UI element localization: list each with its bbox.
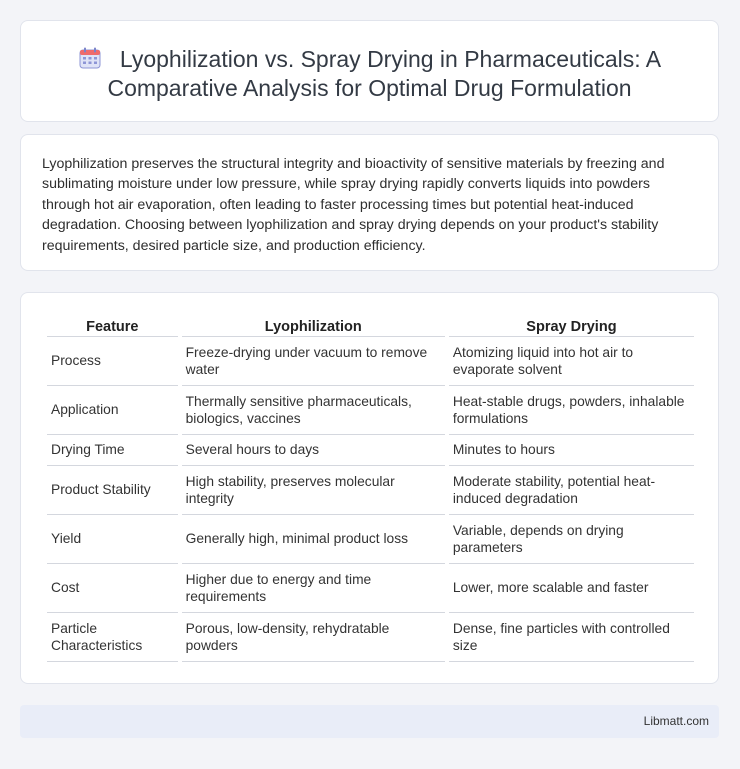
footer-bar [20,705,719,738]
cell-lyophilization: High stability, preserves molecular integrity [182,466,445,515]
header-lyophilization: Lyophilization [182,315,445,337]
cell-spray-drying: Heat-stable drugs, powders, inhalable formulations [449,386,694,435]
cell-spray-drying: Moderate stability, potential heat-induced degradation [449,466,694,515]
cell-feature: Cost [47,564,178,613]
table-row [47,515,694,564]
table-row [47,564,694,613]
cell-spray-drying: Minutes to hours [449,435,694,466]
table-row [47,386,694,435]
table-row [47,613,694,662]
cell-feature: Yield [47,515,178,564]
cell-spray-drying: Dense, fine particles with controlled size [449,613,694,662]
cell-lyophilization: Higher due to energy and time requirements [182,564,445,613]
cell-lyophilization: Several hours to days [182,435,445,466]
header-spray-drying: Spray Drying [449,315,694,337]
cell-lyophilization: Porous, low-density, rehydratable powders [182,613,445,662]
cell-feature: Drying Time [47,435,178,466]
cell-lyophilization: Generally high, minimal product loss [182,515,445,564]
cell-feature: Application [47,386,178,435]
cell-spray-drying: Atomizing liquid into hot air to evaporate solvent [449,337,694,386]
page-title-text: Lyophilization vs. Spray Drying in Pharmaceuticals: A Comparative Analysis for Optimal Drug Formulation [107,46,662,101]
cell-lyophilization: Freeze-drying under vacuum to remove water [182,337,445,386]
table-header-row [47,315,694,337]
cell-spray-drying: Lower, more scalable and faster [449,564,694,613]
table-row [47,466,694,515]
table-row [47,435,694,466]
summary-card [20,134,719,271]
comparison-table-card [20,292,719,684]
page-title [21,45,718,103]
cell-feature: Product Stability [47,466,178,515]
cell-lyophilization: Thermally sensitive pharmaceuticals, biologics, vaccines [182,386,445,435]
footer-site-link[interactable]: Libmatt.com [643,714,709,728]
cell-feature: Process [47,337,178,386]
cell-feature: Particle Characteristics [47,613,178,662]
summary-text: Lyophilization preserves the structural integrity and bioactivity of sensitive materials by freezing and sublimating moisture under low pressure, while spray drying rapidly converts liquids into powders through hot air evaporation, often leading to faster processing times but potential heat-induced degradation. Choosing between lyophilization and spray drying depends on your product's stability requirements, desired particle size, and production efficiency. [42,156,665,254]
table-row [47,337,694,386]
header-feature: Feature [47,315,178,337]
comparison-table [43,315,698,662]
title-card [20,20,719,122]
calendar-icon [78,46,102,70]
cell-spray-drying: Variable, depends on drying parameters [449,515,694,564]
